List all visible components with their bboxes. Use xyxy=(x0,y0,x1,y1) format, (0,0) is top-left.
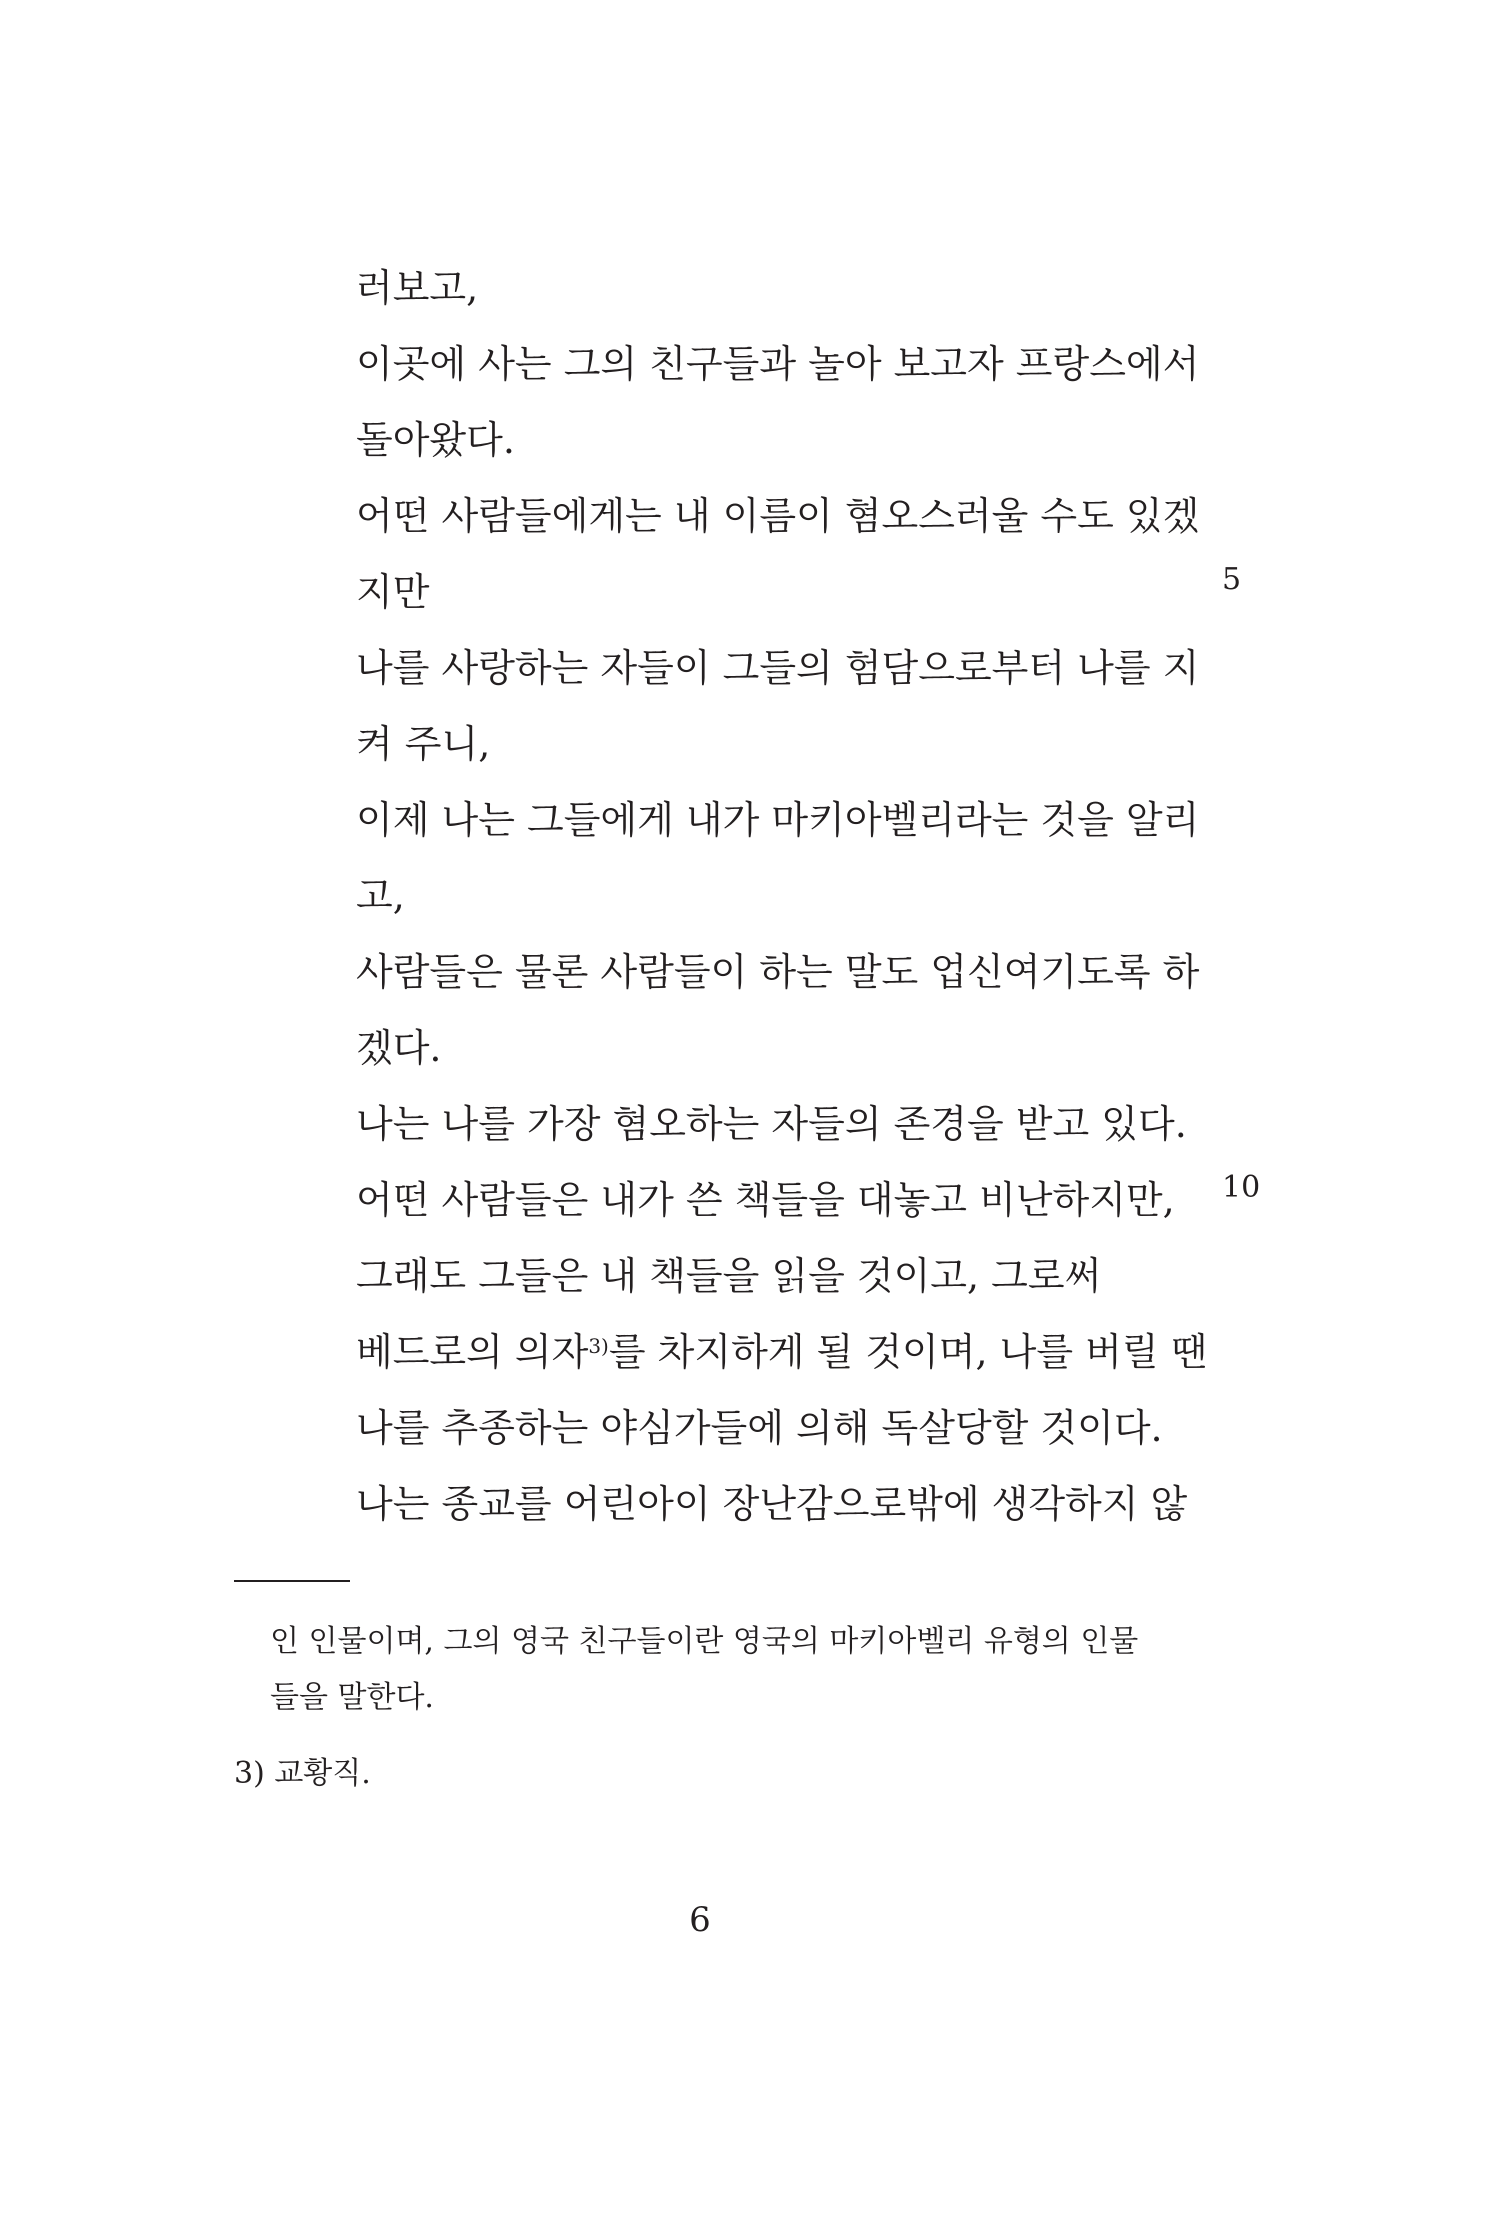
verse-line-8: 이제 나는 그들에게 내가 마키아벨리라는 것을 알리 xyxy=(356,798,1200,842)
verse-line-3: 돌아왔다. xyxy=(356,418,515,462)
verse-line-4: 어떤 사람들에게는 내 이름이 혐오스러울 수도 있겠 xyxy=(356,494,1200,538)
verse-line-9: 고, xyxy=(356,874,405,918)
footnote-3: 3) 교황직. xyxy=(234,1756,371,1791)
footnote-reference[interactable]: 3) xyxy=(588,1334,609,1358)
footnote-continued xyxy=(234,1614,1194,1726)
verse-line-7: 켜 주니, xyxy=(356,722,491,766)
verse-line-2: 이곳에 사는 그의 친구들과 놀아 보고자 프랑스에서 xyxy=(356,342,1200,386)
page-number: 6 xyxy=(689,1900,711,1940)
verse-text xyxy=(356,250,1208,1542)
verse-line-10: 사람들은 물론 사람들이 하는 말도 업신여기도록 하 xyxy=(356,950,1200,994)
line-number-5: 5 xyxy=(1222,562,1242,597)
verse-line-1: 러보고, xyxy=(356,266,479,310)
footnotes xyxy=(234,1614,1194,1802)
verse-line-15-start: 베드로의 의자 xyxy=(356,1330,589,1374)
line-number-10: 10 xyxy=(1222,1170,1261,1205)
verse-line-17: 나는 종교를 어린아이 장난감으로밖에 생각하지 않 xyxy=(356,1482,1188,1526)
footnote-continued-line-2: 들을 말한다. xyxy=(270,1680,434,1715)
footnote-continued-line-1: 인 인물이며, 그의 영국 친구들이란 영국의 마키아벨리 유형의 인물 xyxy=(270,1624,1139,1659)
verse-line-15 xyxy=(356,1314,1208,1390)
verse-line-15-end: 를 차지하게 될 것이며, 나를 버릴 땐 xyxy=(608,1330,1208,1374)
footnote-divider xyxy=(234,1580,350,1582)
verse-line-12: 나는 나를 가장 혐오하는 자들의 존경을 받고 있다. xyxy=(356,1102,1187,1146)
verse-line-6: 나를 사랑하는 자들이 그들의 험담으로부터 나를 지 xyxy=(356,646,1200,690)
verse-line-11: 겠다. xyxy=(356,1026,442,1070)
verse-line-16: 나를 추종하는 야심가들에 의해 독살당할 것이다. xyxy=(356,1406,1163,1450)
verse-line-13: 어떤 사람들은 내가 쓴 책들을 대놓고 비난하지만, xyxy=(356,1178,1175,1222)
verse-line-5: 지만 xyxy=(356,570,430,614)
verse-line-14: 그래도 그들은 내 책들을 읽을 것이고, 그로써 xyxy=(356,1254,1102,1298)
